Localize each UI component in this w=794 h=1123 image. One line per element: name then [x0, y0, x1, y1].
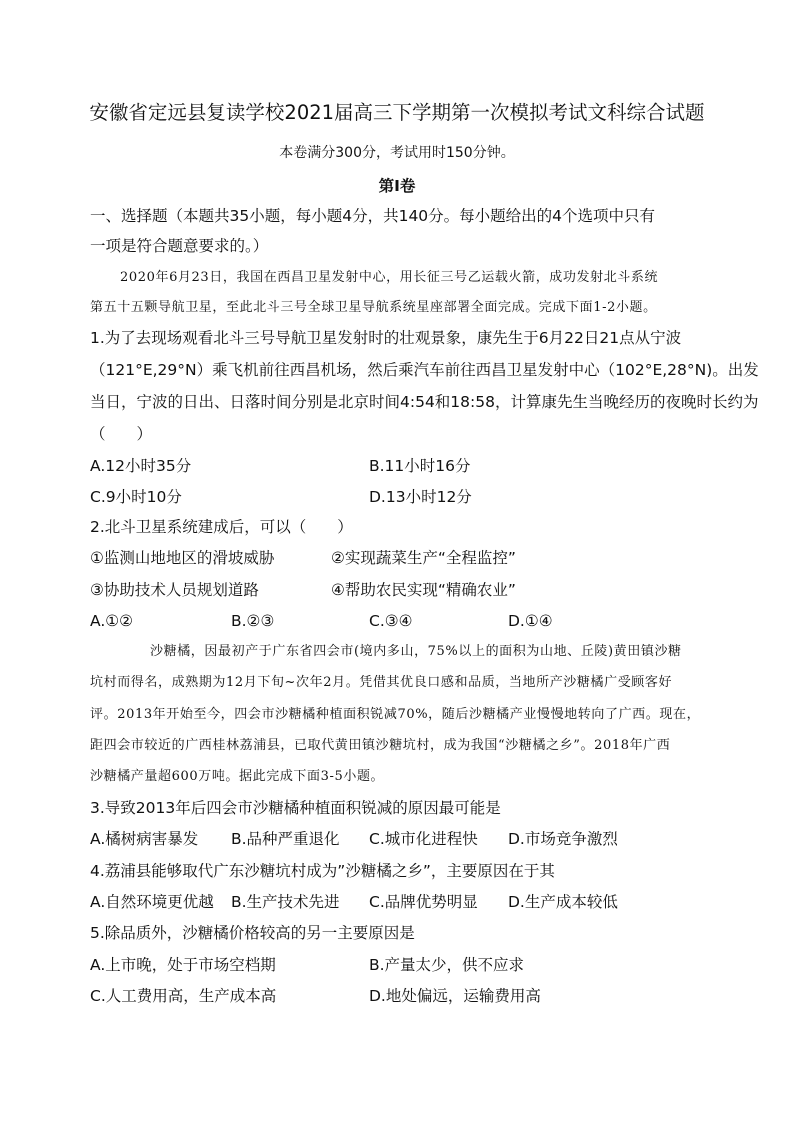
q3-option-d: D.市场竞争激烈 [508, 830, 618, 848]
q2-item-4: ④帮助农民实现“精确农业” [331, 581, 516, 599]
q5-stem: 5.除品质外，沙糖橘价格较高的另一主要原因是 [90, 924, 415, 942]
passage2-line-4: 距四会市较近的广西桂林荔浦县，已取代黄田镇沙糖坑村，成为我国“沙糖橘之乡”。2018年广西 [90, 738, 671, 753]
q3-option-c: C.城市化进程快 [369, 830, 478, 848]
q2-option-b: B.②③ [231, 612, 275, 630]
passage2-line-1: 沙糖橘，因最初产于广东省四会市(境内多山，75%以上的面积为山地、丘陵)黄田镇沙糖 [150, 644, 682, 659]
q4-option-a: A.自然环境更优越 [90, 893, 214, 911]
q2-stem: 2.北斗卫星系统建成后，可以（ ） [90, 518, 353, 536]
exam-title: 安徽省定远县复读学校2021届高三下学期第一次模拟考试文科综合试题 [89, 101, 705, 124]
q1-stem-line-3: 当日，宁波的日出、日落时间分别是北京时间4:54和18:58，计算康先生当晚经历的夜晚时长约为 [90, 393, 759, 411]
q2-item-2: ②实现蔬菜生产“全程监控” [331, 549, 516, 567]
passage2-line-3: 评。2013年开始至今，四会市沙糖橘种植面积锐减70%，随后沙糖橘产业慢慢地转向了广西。现在， [90, 707, 701, 722]
q1-option-c: C.9小时10分 [90, 488, 182, 506]
q1-option-d: D.13小时12分 [369, 488, 472, 506]
q5-option-a: A.上市晚，处于市场空档期 [90, 956, 276, 974]
q3-option-a: A.橘树病害暴发 [90, 830, 199, 848]
passage1-line-1: 2020年6月23日，我国在西昌卫星发射中心，用长征三号乙运载火箭，成功发射北斗系统 [120, 270, 659, 285]
q1-stem-line-1: 1.为了去现场观看北斗三号导航卫星发射时的壮观景象，康先生于6月22日21点从宁波 [90, 329, 682, 347]
exam-subtitle: 本卷满分300分，考试用时150分钟。 [279, 145, 515, 161]
q3-option-b: B.品种严重退化 [231, 830, 340, 848]
instructions-line-2: 一项是符合题意要求的。） [90, 237, 269, 255]
q2-option-a: A.①② [90, 612, 134, 630]
passage2-line-5: 沙糖橘产量超600万吨。据此完成下面3-5小题。 [90, 769, 385, 784]
q4-stem: 4.荔浦县能够取代广东沙糖坑村成为”沙糖橘之乡”，主要原因在于其 [90, 862, 555, 880]
passage1-line-2: 第五十五颗导航卫星，至此北斗三号全球卫星导航系统星座部署全面完成。完成下面1-2小题。 [90, 300, 657, 315]
instructions-line-1: 一、选择题（本题共35小题，每小题4分，共140分。每小题给出的4个选项中只有 [90, 207, 656, 225]
q2-option-c: C.③④ [369, 612, 413, 630]
q2-item-3: ③协助技术人员规划道路 [90, 581, 259, 599]
q4-option-c: C.品牌优势明显 [369, 893, 478, 911]
q1-stem-line-2: （121°E,29°N）乘飞机前往西昌机场，然后乘汽车前往西昌卫星发射中心（102°E,28°N)。出发 [90, 361, 759, 379]
q2-option-d: D.①④ [508, 612, 553, 630]
q1-option-b: B.11小时16分 [369, 457, 471, 475]
section-heading: 第Ⅰ卷 [378, 177, 416, 195]
q2-item-1: ①监测山地地区的滑坡威胁 [90, 549, 275, 567]
q5-option-c: C.人工费用高，生产成本高 [90, 987, 277, 1005]
q1-stem-line-4: （ ） [90, 425, 153, 443]
q4-option-d: D.生产成本较低 [508, 893, 618, 911]
passage2-line-2: 坑村而得名，成熟期为12月下旬~次年2月。凭借其优良口感和品质，当地所产沙糖橘广受顾客好 [90, 675, 673, 690]
q1-option-a: A.12小时35分 [90, 457, 192, 475]
q3-stem: 3.导致2013年后四会市沙糖橘种植面积锐减的原因最可能是 [90, 799, 501, 817]
q5-option-b: B.产量太少，供不应求 [369, 956, 525, 974]
q5-option-d: D.地处偏远，运输费用高 [369, 987, 541, 1005]
q4-option-b: B.生产技术先进 [231, 893, 340, 911]
